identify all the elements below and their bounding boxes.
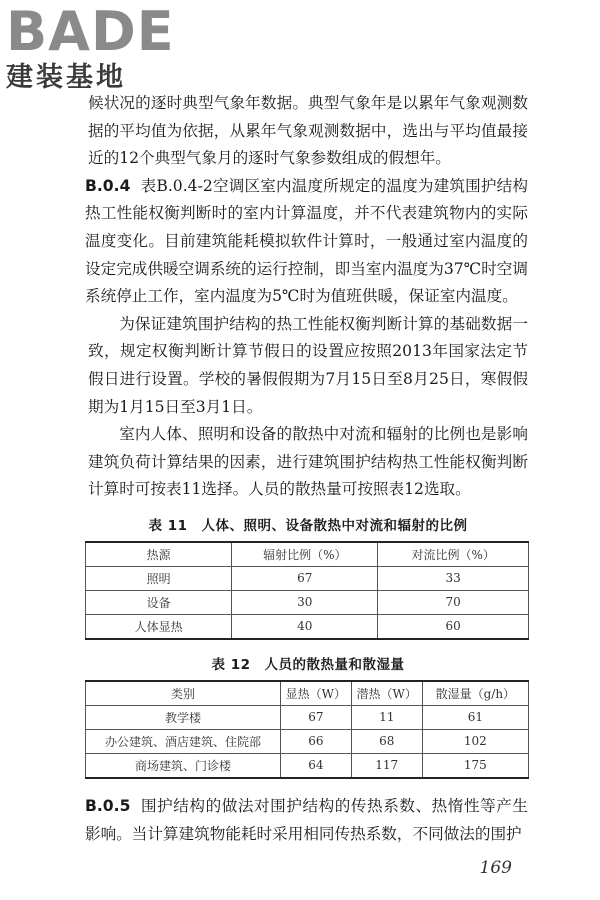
paragraph-continuation: 候状况的逐时典型气象年数据。典型气象年是以累年气象观测数据的平均值为依据，从累年气象观测数据中，选出与平均值最接近的12个典型气象月的逐时气象参数组成的假想年。 xyxy=(88,94,528,168)
clause-number: B.0.4 xyxy=(85,176,131,195)
table-row xyxy=(86,566,529,590)
clause-b-0-4 xyxy=(85,173,528,311)
paragraph-holidays: 为保证建筑围护结构的热工性能权衡判断计算的基础数据一致，规定权衡判断计算节假日的设置应按照2013年国家法定节假日进行设置。学校的暑假假期为7月15日至8月25日，寒假假期为1月15日至3月1日。 xyxy=(88,314,528,416)
table-row xyxy=(86,729,529,753)
table-cell: 64 xyxy=(280,753,351,778)
table-cell: 教学楼 xyxy=(86,705,281,729)
table-cell: 30 xyxy=(232,590,378,614)
page-body xyxy=(85,90,528,848)
table-11-title: 表 11 人体、照明、设备散热中对流和辐射的比例 xyxy=(148,517,468,534)
table-cell: 117 xyxy=(351,753,422,778)
table-cell: 11 xyxy=(351,705,422,729)
table-cell: 33 xyxy=(378,566,529,590)
clause-text: 表B.0.4-2空调区室内温度所规定的温度为建筑围护结构热工性能权衡判断时的室内计算温度，并不代表建筑物内的实际温度变化。目前建筑能耗模拟软件计算时，一般通过室内温度的设定完成供暖空调系统的运行控制，即当室内温度为37℃时空调系统停止工作，室内温度为5℃时为值班供暖，保证室内温度。 xyxy=(85,176,528,306)
clause-b-0-5 xyxy=(85,793,528,848)
table-row xyxy=(86,614,529,639)
table-cell: 61 xyxy=(422,705,528,729)
paragraph-heat-ratio: 室内人体、照明和设备的散热中对流和辐射的比例也是影响建筑负荷计算结果的因素，进行建筑围护结构热工性能权衡判断计算时可按表11选择。人员的散热量可按照表12选取。 xyxy=(88,425,528,499)
logo-sub-text: 建装基地 xyxy=(6,62,126,93)
table-row xyxy=(86,753,529,778)
table-cell: 设备 xyxy=(86,590,232,614)
table-cell: 照明 xyxy=(86,566,232,590)
bade-logo xyxy=(6,0,186,94)
table-header-cell: 对流比例（%） xyxy=(378,542,529,567)
table-cell: 人体显热 xyxy=(86,614,232,639)
table-12 xyxy=(85,680,529,779)
table-cell: 66 xyxy=(280,729,351,753)
table-row xyxy=(86,705,529,729)
table-cell: 办公建筑、酒店建筑、住院部 xyxy=(86,729,281,753)
table-cell: 70 xyxy=(378,590,529,614)
table-cell: 商场建筑、门诊楼 xyxy=(86,753,281,778)
table-header-cell: 类别 xyxy=(86,681,281,706)
table-header-row xyxy=(86,542,529,567)
table-cell: 67 xyxy=(232,566,378,590)
table-cell: 175 xyxy=(422,753,528,778)
table-header-cell: 热源 xyxy=(86,542,232,567)
table-11 xyxy=(85,541,529,640)
table-header-cell: 显热（W） xyxy=(280,681,351,706)
table-row xyxy=(86,590,529,614)
table-header-row xyxy=(86,681,529,706)
table-cell: 68 xyxy=(351,729,422,753)
clause-text: 围护结构的做法对围护结构的传热系数、热惰性等产生影响。当计算建筑物能耗时采用相同传热系数，不同做法的围护 xyxy=(85,796,528,843)
table-cell: 102 xyxy=(422,729,528,753)
table-cell: 40 xyxy=(232,614,378,639)
table-header-cell: 辐射比例（%） xyxy=(232,542,378,567)
table-header-cell: 潜热（W） xyxy=(351,681,422,706)
logo-main-text: BADE xyxy=(6,0,175,63)
clause-number: B.0.5 xyxy=(85,796,131,815)
table-header-cell: 散湿量（g/h） xyxy=(422,681,528,706)
table-cell: 67 xyxy=(280,705,351,729)
table-cell: 60 xyxy=(378,614,529,639)
page-number: 169 xyxy=(479,858,512,878)
table-12-title: 表 12 人员的散热量和散湿量 xyxy=(211,656,405,673)
